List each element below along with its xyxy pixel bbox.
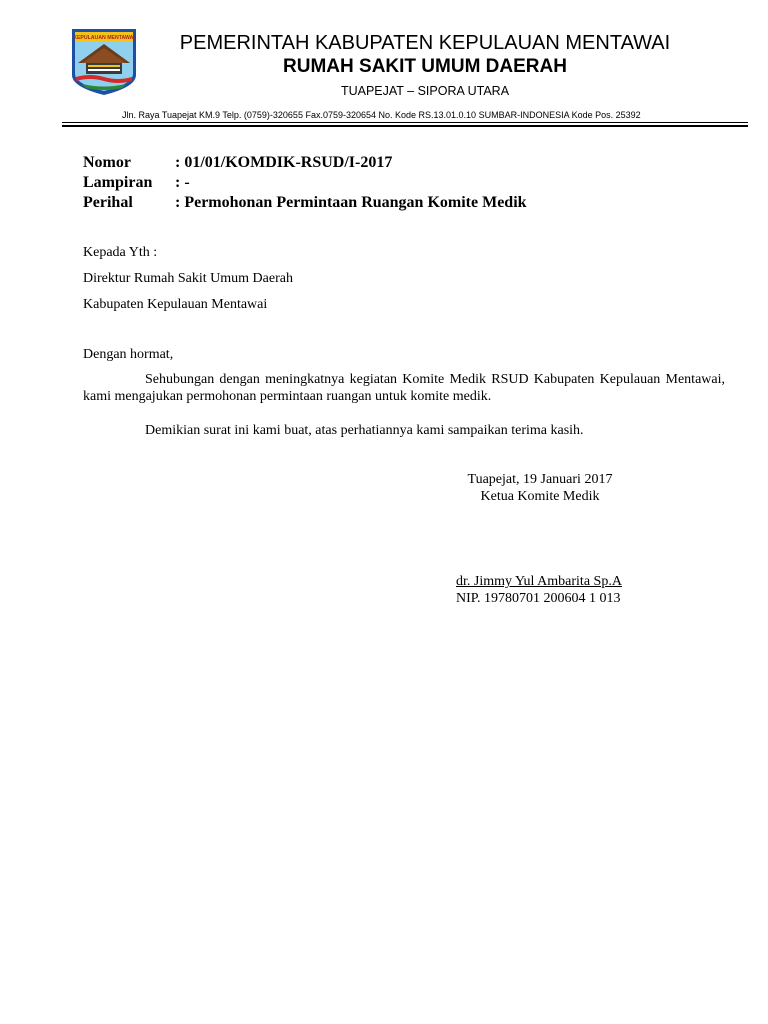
meta-label: Nomor	[83, 154, 131, 171]
meta-label: Perihal	[83, 194, 133, 211]
meta-label: Lampiran	[83, 174, 153, 191]
meta-row-subject	[83, 193, 527, 213]
body-paragraph-2: Demikian surat ini kami buat, atas perhatiannya kami sampaikan terima kasih.	[145, 423, 584, 438]
signatory-position: Ketua Komite Medik	[480, 489, 600, 504]
signature-block	[440, 471, 640, 505]
meta-value: : -	[175, 174, 190, 191]
meta-row-number	[83, 153, 527, 173]
signatory-nip: NIP. 19780701 200604 1 013	[456, 591, 621, 606]
logo-banner-text: KEPULAUAN MENTAWAI	[73, 35, 135, 41]
body-paragraph-1: Sehubungan dengan meningkatnya kegiatan Komite Medik RSUD Kabupaten Kepulauan Mentawai, kami mengajukan permohonan permintaan ruangan untuk komite medik.	[83, 372, 725, 404]
regency-emblem-logo	[70, 27, 138, 97]
letter-meta	[83, 153, 527, 213]
address-line: Jln. Raya Tuapejat KM.9 Telp. (0759)-320655 Fax.0759-320654 No. Kode RS.13.01.0.10 SUMBAR-INDONESIA Kode Pos. 25392	[122, 110, 641, 120]
meta-row-attachment	[83, 173, 527, 193]
hospital-name-heading: RUMAH SAKIT UMUM DAERAH	[283, 56, 567, 77]
place-date: Tuapejat, 19 Januari 2017	[467, 472, 613, 487]
recipient-line-2: Kabupaten Kepulauan Mentawai	[83, 297, 268, 312]
letterhead-divider-thick	[62, 125, 748, 127]
signatory-name: dr. Jimmy Yul Ambarita Sp.A	[456, 574, 622, 589]
recipient-line-1: Direktur Rumah Sakit Umum Daerah	[83, 271, 293, 286]
letterhead-divider-thin	[62, 122, 748, 123]
government-name-heading: PEMERINTAH KABUPATEN KEPULAUAN MENTAWAI	[179, 32, 671, 54]
meta-value: : 01/01/KOMDIK-RSUD/I-2017	[175, 154, 393, 171]
recipient-greeting: Kepada Yth :	[83, 245, 158, 260]
location-subheading: TUAPEJAT – SIPORA UTARA	[340, 84, 510, 98]
salutation: Dengan hormat,	[83, 347, 174, 362]
meta-value: : Permohonan Permintaan Ruangan Komite Medik	[175, 194, 527, 211]
